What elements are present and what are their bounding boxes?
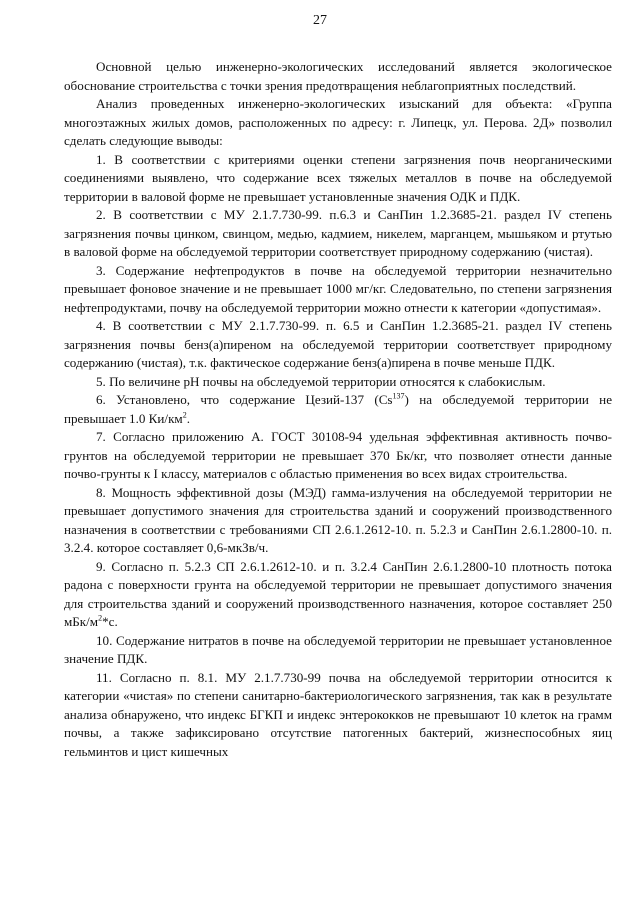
conclusion-item-2: 2. В соответствии с МУ 2.1.7.730-99. п.6.3 и СанПин 1.2.3685-21. раздел IV степень загрязнения почвы цинком, свинцом, медью, кадмием, никелем, марганцем, мышьяком и ртутью в валовой форме на обследуемой территории соответствует природному содержанию (чистая).: [64, 207, 612, 259]
conclusion-item-1: 1. В соответствии с критериями оценки степени загрязнения почв неорганическими соединениями выявлено, что содержание всех тяжелых металлов в почве на обследуемой территории в валовой форме не превышает установленные значения ОДК и ПДК.: [64, 151, 612, 204]
conclusion-item-7: 7. Согласно приложению А. ГОСТ 30108-94 удельная эффективная активность почво-грунтов на обследуемой территории не превышает 370 Бк/кг, что позволяет отнести данные почво-грунты к I классу, материалов с областью применения во всех видах строительства.: [64, 429, 612, 481]
page-number: 27: [313, 13, 327, 28]
conclusion-item-9: 9. Согласно п. 5.2.3 СП 2.6.1.2612-10. и п. 3.2.4 СанПин 2.6.1.2800-10 плотность потока радона с поверхности грунта на обследуемой территории не превышает допустимого значения для строительства зданий и сооружений производственного назначения, которое составляет 250 мБк/$м^2*с$.: [64, 558, 612, 629]
paragraph-intro: Основной целью инженерно-экологических исследований является экологическое обоснование строительства с точки зрения предотвращения неблагоприятных последствий.: [64, 59, 612, 93]
conclusion-item-3: 3. Содержание нефтепродуктов в почве на обследуемой территории незначительно превышает фоновое значение и не превышает 1000 мг/кг. Следовательно, по степени загрязнения нефтепродуктами, почву на обследуемой территории можно отнести к категории «допустимая».: [64, 262, 612, 315]
conclusion-item-10: 10. Содержание нитратов в почве на обследуемой территории не превышает установленное значение ПДК.: [64, 632, 612, 666]
paragraph-analysis: Анализ проведенных инженерно-экологических изысканий для объекта: «Группа многоэтажных жилых домов, расположенных по адресу: г. Липецк, ул. Перова. 2Д» позволил сделать следующие выводы:: [64, 96, 612, 148]
conclusion-item-11: 11. Согласно п. 8.1. МУ 2.1.7.730-99 почва на обследуемой территории относится к категории «чистая» по степени санитарно-бактериологического загрязнения, так как в результате анализа обнаружено, что индекс БГКП и индекс энтерококков не превышают 10 клеток на грамм почвы, а также зафиксировано отсутствие патогенных бактерий, жизнеспособных яиц гельминтов и цист кишечных: [64, 669, 612, 759]
conclusion-item-5: 5. По величине pH почвы на обследуемой территории относятся к слабокислым.: [96, 373, 546, 389]
conclusion-item-8: 8. Мощность эффективной дозы (МЭД) гамма-излучения на обследуемой территории не превышает допустимого значения для строительства зданий и сооружений производственного назначения в соответствии с требованиями СП 2.6.1.2612-10. п. 5.2.3 и СанПин 2.6.1.2800-10. п. 3.2.4. которое составляет 0,6-мкЗв/ч.: [64, 484, 612, 555]
conclusion-item-4: 4. В соответствии с МУ 2.1.7.730-99. п. 6.5 и СанПин 1.2.3685-21. раздел IV степень загрязнения почвы бенз(а)пиреном на обследуемой территории соответствует природному содержанию (чистая), т.к. фактическое содержание бенз(а)пирена в почве меньше ПДК.: [64, 318, 612, 370]
document-body: [64, 58, 612, 761]
conclusion-item-6: 6. Установлено, что содержание Цезий-137 (Cs$^{137}$) на обследуемой территории не превышает 1.0 $Ки/км^2$.: [64, 391, 612, 426]
